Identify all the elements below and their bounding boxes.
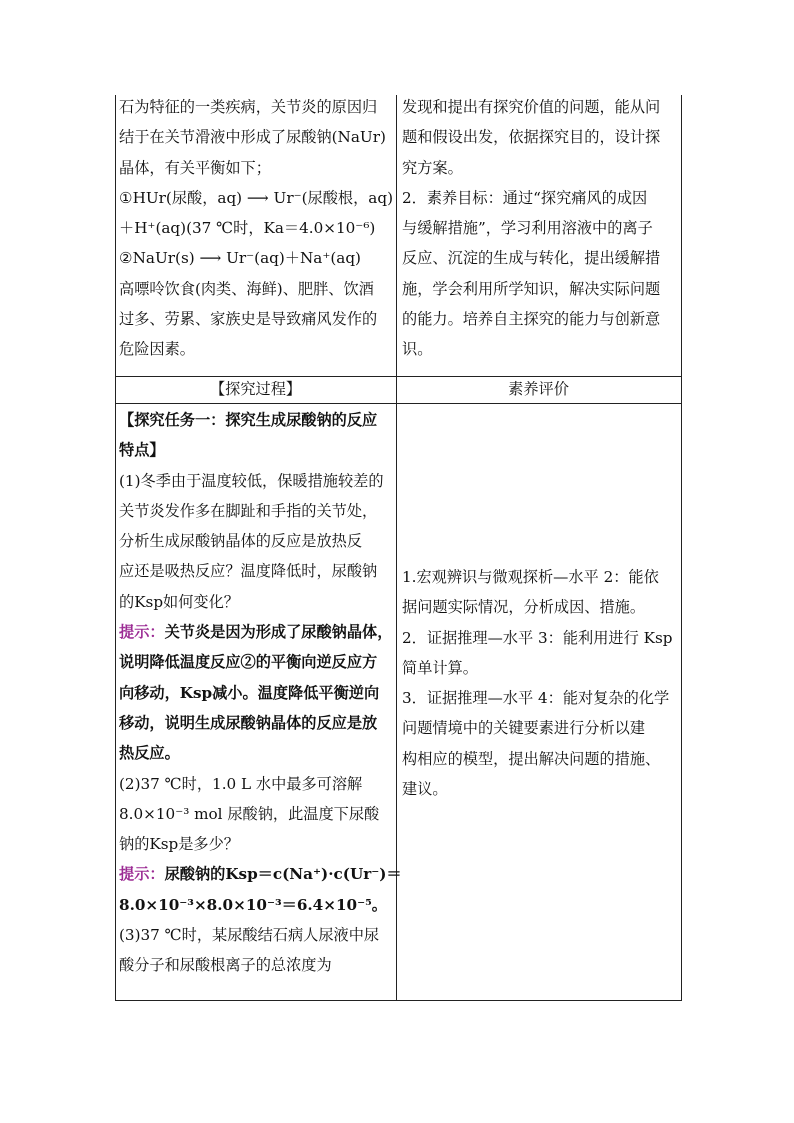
eval-line: 2．证据推理—水平 3：能利用进行 Ksp xyxy=(402,628,673,647)
text-line: 过多、劳累、家族史是导致痛风发作的 xyxy=(119,310,378,329)
inquiry-process xyxy=(119,405,402,981)
hint-label: 提示： xyxy=(119,865,165,884)
question-1: 应还是吸热反应？温度降低时，尿酸钠 xyxy=(119,562,378,581)
text-line: 究方案。 xyxy=(402,158,463,177)
text-line: 发现和提出有探究价值的问题，能从问 xyxy=(402,98,661,116)
question-1: 的Ksp如何变化？ xyxy=(119,592,239,611)
question-1: 分析生成尿酸钠晶体的反应是放热反 xyxy=(119,532,362,551)
eval-line: 构相应的模型，提出解决问题的措施、 xyxy=(402,749,661,768)
text-line: 题和假设出发，依据探究目的，设计探 xyxy=(402,128,661,147)
eval-line: 1.宏观辨识与微观探析—水平 2：能依 xyxy=(402,568,659,586)
text-line: 反应、沉淀的生成与转化，提出缓解措 xyxy=(402,249,661,268)
table-row-line-2 xyxy=(115,403,682,404)
table-border-right xyxy=(681,95,682,1001)
eval-line: 建议。 xyxy=(402,780,448,799)
table-row-line-1 xyxy=(115,376,682,377)
text-line: 2．素养目标：通过“探究痛风的成因 xyxy=(402,188,648,207)
eval-line: 问题情境中的关键要素进行分析以建 xyxy=(402,719,645,738)
task-title: 特点】 xyxy=(119,441,165,460)
question-3: (3)37 ℃时，某尿酸结石病人尿液中尿 xyxy=(119,926,380,945)
text-line: 高嘌呤饮食(肉类、海鲜)、肥胖、饮酒 xyxy=(119,279,374,298)
answer-1: 热反应。 xyxy=(119,744,180,763)
text-line: 与缓解措施”，学习利用溶液中的离子 xyxy=(402,219,653,238)
header-right: 素养评价 xyxy=(508,380,569,398)
question-2: 钠的Ksp是多少？ xyxy=(119,835,239,854)
question-1: (1)冬季由于温度较低，保暖措施较差的 xyxy=(119,471,384,490)
text-line: 晶体，有关平衡如下； xyxy=(119,158,271,177)
table-border-left xyxy=(115,95,116,1001)
text-line: 结于在关节滑液中形成了尿酸钠(NaUr) xyxy=(119,128,386,147)
answer-2: 8.0×10⁻³×8.0×10⁻³＝6.4×10⁻⁵。 xyxy=(119,895,387,914)
eval-line: 据问题实际情况，分析成因、措施。 xyxy=(402,598,645,617)
text-line: 石为特征的一类疾病，关节炎的原因归 xyxy=(119,98,378,116)
text-line: 识。 xyxy=(402,340,433,359)
answer-1: 向移动，Ksp减小。温度降低平衡逆向 xyxy=(119,683,380,702)
eval-line: 3．证据推理—水平 4：能对复杂的化学 xyxy=(402,689,670,708)
answer-2: 尿酸钠的Ksp＝c(Na⁺)·c(Ur⁻)＝ xyxy=(164,865,402,884)
question-3: 酸分子和尿酸根离子的总浓度为 xyxy=(119,956,332,975)
objectives-text xyxy=(402,92,679,365)
text-line: 施，学会利用所学知识，解决实际问题 xyxy=(402,279,661,298)
question-1: 关节炎发作多在脚趾和手指的关节处， xyxy=(119,501,378,520)
eval-line: 简单计算。 xyxy=(402,658,478,677)
answer-1: 关节炎是因为形成了尿酸钠晶体， xyxy=(164,623,393,642)
task-title: 【探究任务一：探究生成尿酸钠的反应 xyxy=(119,411,378,429)
header-left: 【探究过程】 xyxy=(209,380,302,398)
table-border-bottom xyxy=(115,1000,682,1001)
question-2: (2)37 ℃时，1.0 L 水中最多可溶解 xyxy=(119,774,363,793)
text-line: 危险因素。 xyxy=(119,340,195,359)
question-2: 8.0×10⁻³ mol 尿酸钠，此温度下尿酸 xyxy=(119,804,380,823)
answer-1: 说明降低温度反应②的平衡向逆反应方 xyxy=(119,653,378,672)
equilibrium-1-cont: ＋H⁺(aq)(37 ℃时，Ka＝4.0×10⁻⁶) xyxy=(119,219,376,238)
equilibrium-1: ①HUr(尿酸，aq) ⟶ Ur⁻(尿酸根，aq) xyxy=(119,188,393,207)
competency-evaluation xyxy=(402,562,679,804)
hint-label: 提示： xyxy=(119,623,165,642)
background-text xyxy=(119,92,394,365)
text-line: 的能力。培养自主探究的能力与创新意 xyxy=(402,310,661,329)
equilibrium-2: ②NaUr(s) ⟶ Ur⁻(aq)＋Na⁺(aq) xyxy=(119,249,361,268)
answer-1: 移动，说明生成尿酸钠晶体的反应是放 xyxy=(119,713,378,732)
